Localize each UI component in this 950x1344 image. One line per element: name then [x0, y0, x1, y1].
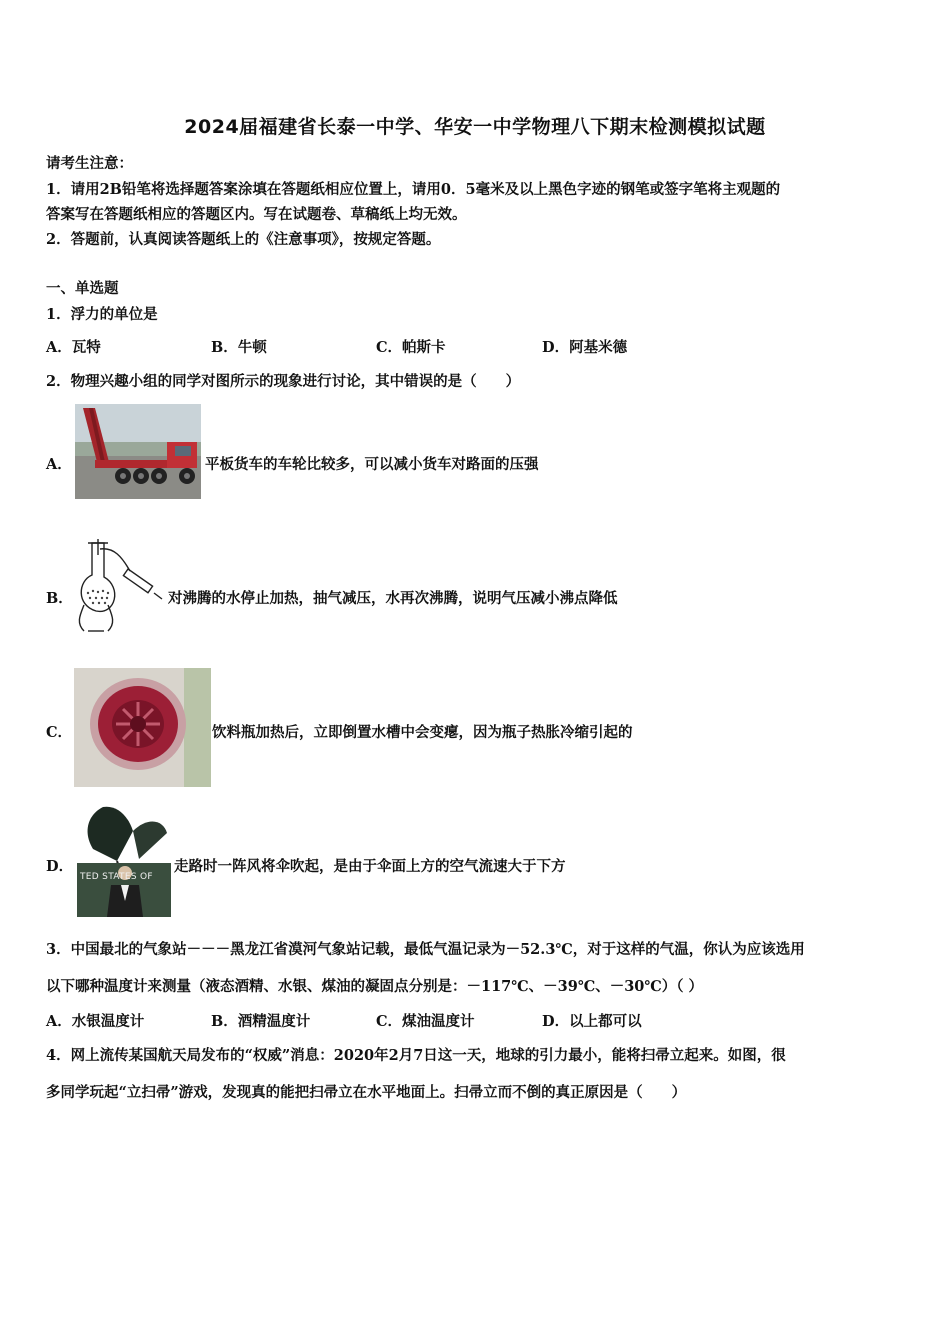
question-2-option-a-text[interactable]: 平板货车的车轮比较多，可以减小货车对路面的压强	[205, 456, 539, 473]
question-3-option-d[interactable]: D．以上都可以	[542, 1013, 642, 1030]
question-2-option-d-letter[interactable]: D．	[46, 858, 74, 875]
question-2-option-b-text[interactable]: 对沸腾的水停止加热，抽气减压，水再次沸腾，说明气压减小沸点降低	[168, 590, 618, 607]
question-3-line-2: 以下哪种温度计来测量（液态酒精、水银、煤油的凝固点分别是：－117℃、－39℃、－30℃）（ ）	[46, 978, 704, 995]
question-1-option-b[interactable]: B．牛顿	[211, 339, 267, 356]
question-4-line-1: 4．网上流传某国航天局发布的“权威”消息：2020年2月7日这一天，地球的引力最小，能将扫帚立起来。如图，很	[46, 1047, 786, 1064]
question-2-option-d-text[interactable]: 走路时一阵风将伞吹起，是由于伞面上方的空气流速大于下方	[174, 858, 566, 875]
question-3-option-b[interactable]: B．酒精温度计	[211, 1013, 311, 1030]
section-heading: 一、单选题	[46, 280, 119, 297]
notice-heading: 请考生注意：	[46, 155, 133, 172]
question-1-stem: 1．浮力的单位是	[46, 306, 158, 323]
question-2-option-c-text[interactable]: 饮料瓶加热后，立即倒置水槽中会变瘪，因为瓶子热胀冷缩引起的	[212, 724, 633, 741]
question-3-line-1: 3．中国最北的气象站－－－黑龙江省漠河气象站记载，最低气温记录为－52.3℃，对于这样的气温，你认为应该选用	[46, 941, 805, 958]
heated-bottle-image	[74, 668, 211, 787]
question-3-option-c[interactable]: C．煤油温度计	[376, 1013, 475, 1030]
question-4-line-2: 多同学玩起“立扫帚”游戏，发现真的能把扫帚立在水平地面上。扫帚立而不倒的真正原因是（ ）	[46, 1084, 687, 1101]
page-title: 2024届福建省长泰一中学、华安一中学物理八下期末检测模拟试题	[184, 116, 766, 138]
boiling-flask-image	[70, 535, 166, 637]
question-1-option-d[interactable]: D．阿基米德	[542, 339, 628, 356]
question-2-stem: 2．物理兴趣小组的同学对图所示的现象进行讨论，其中错误的是（ ）	[46, 373, 521, 390]
umbrella-image-sign-text: TED STATES OF	[80, 872, 153, 882]
question-1-option-a[interactable]: A．瓦特	[46, 339, 101, 356]
question-3-option-a[interactable]: A．水银温度计	[46, 1013, 145, 1030]
question-2-option-a-letter[interactable]: A．	[46, 456, 72, 473]
notice-item-2: 2．答题前，认真阅读答题纸上的《注意事项》，按规定答题。	[46, 231, 441, 248]
question-2-option-c-letter[interactable]: C．	[46, 724, 73, 741]
question-1-option-c[interactable]: C．帕斯卡	[376, 339, 446, 356]
notice-item-1-line-2: 答案写在答题纸相应的答题区内。写在试题卷、草稿纸上均无效。	[46, 206, 467, 223]
umbrella-wind-image	[77, 803, 171, 917]
question-2-option-b-letter[interactable]: B．	[46, 590, 73, 607]
flatbed-truck-image	[75, 404, 201, 499]
notice-item-1-line-1: 1．请用2B铅笔将选择题答案涂填在答题纸相应位置上，请用0．5毫米及以上黑色字迹的钢笔或签字笔将主观题的	[46, 181, 781, 198]
